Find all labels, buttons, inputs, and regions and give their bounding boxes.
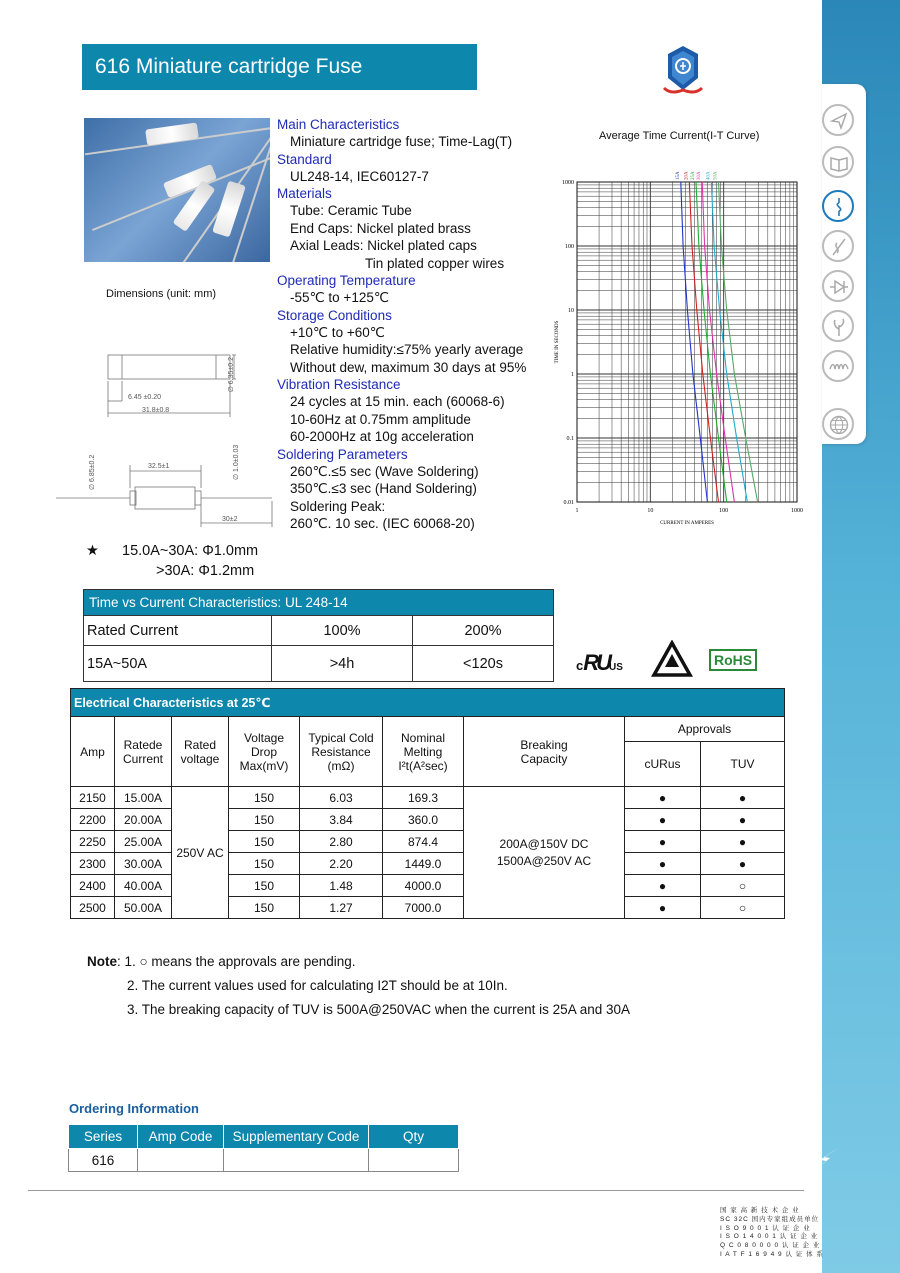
footer-line: Q C 0 8 0 0 0 0 认 证 企 业: [720, 1242, 821, 1250]
ord-supp[interactable]: [224, 1149, 369, 1172]
cell-curus: ●: [625, 875, 701, 897]
electrical-header: Electrical Characteristics at 25℃: [71, 689, 785, 717]
footer-line: SC 32C 国内专家组成员单位: [720, 1215, 820, 1223]
y-tick-label: 1: [571, 372, 574, 378]
cell-current: 50.00A: [115, 897, 172, 919]
cell-tuv: ●: [701, 831, 785, 853]
sidebar-panel: [822, 84, 866, 444]
tvc-col-200: 200%: [413, 616, 554, 646]
cell-amp: 2300: [71, 853, 115, 875]
ord-amp[interactable]: [138, 1149, 224, 1172]
col-rated-voltage: Rated voltage: [172, 717, 229, 787]
electrical-table: [70, 688, 785, 919]
diode-icon[interactable]: [822, 270, 854, 302]
cell-tuv: ●: [701, 853, 785, 875]
cell-current: 15.00A: [115, 787, 172, 809]
ord-qty[interactable]: [369, 1149, 459, 1172]
dim-lead-length: 30±2: [222, 516, 238, 523]
cell-amp: 2500: [71, 897, 115, 919]
arrow-icon[interactable]: [822, 104, 854, 136]
ord-col-series: Series: [69, 1125, 138, 1149]
spec-line: 10-60Hz at 0.75mm amplitude: [290, 411, 471, 427]
col-amp: Amp: [71, 717, 115, 787]
x-tick-label: 1: [575, 508, 579, 514]
cell-resistance: 3.84: [300, 809, 383, 831]
cell-tuv: ●: [701, 809, 785, 831]
note-label: Note: [87, 954, 117, 969]
spec-line: -55℃ to +125℃: [290, 290, 390, 305]
tuv-triangle-icon: [651, 640, 693, 678]
time-current-table: [83, 589, 554, 682]
star-icon: ★: [86, 543, 99, 559]
spec-heading: Operating Temperature: [277, 273, 416, 288]
col-curus: cURus: [625, 742, 701, 787]
fuse-icon[interactable]: [822, 190, 854, 222]
col-melting: Nominal Melting I²t(A²sec): [383, 717, 464, 787]
dimensions-title: Dimensions (unit: mm): [106, 288, 217, 300]
cell-curus: ●: [625, 853, 701, 875]
thermal-icon[interactable]: [822, 230, 854, 262]
col-rated-current: Ratede Current: [115, 717, 172, 787]
plot-border: [577, 182, 797, 502]
dim-diameter-2: ∅ 6.85±0.2: [89, 454, 96, 490]
cell-curus: ●: [625, 787, 701, 809]
dim-diameter: ∅ 6.35±0.2: [228, 357, 235, 393]
cell-melting: 169.3: [383, 787, 464, 809]
cell-amp: 2150: [71, 787, 115, 809]
spec-heading: Standard: [277, 151, 332, 167]
cell-breaking: [464, 787, 625, 919]
cell-voltage: 250V AC: [172, 787, 229, 919]
wire-note: ★ 15.0A~30A: Φ1.0mm >30A: Φ1.2mm: [86, 543, 259, 579]
cell-vdrop: 150: [229, 875, 300, 897]
series-label: 40A: [706, 171, 712, 180]
chart-title: Average Time Current(I-T Curve): [599, 130, 760, 142]
cell-resistance: 6.03: [300, 787, 383, 809]
y-tick-label: 10: [568, 308, 574, 314]
series-label: 30A: [697, 171, 703, 180]
footer-line: I A T F 1 6 9 4 9 认 证 体 系: [720, 1250, 824, 1258]
cell-amp: 2250: [71, 831, 115, 853]
series-label: 50A: [713, 171, 719, 180]
ordering-table: [68, 1124, 459, 1172]
spec-line: Relative humidity:≤75% yearly average: [290, 342, 524, 357]
dimension-drawing: [50, 305, 280, 545]
spec-heading: Main Characteristics: [277, 117, 400, 132]
series-line: [681, 182, 708, 502]
dim-lead-diameter: ∅ 1.0±0.03: [233, 444, 240, 480]
series-line: [696, 182, 727, 502]
cell-resistance: 1.48: [300, 875, 383, 897]
table-row: [71, 787, 785, 809]
plant-icon[interactable]: [822, 310, 854, 342]
cell-melting: 1449.0: [383, 853, 464, 875]
note-2: 2. The current values used for calculating I2T should be at 10In.: [127, 978, 508, 993]
x-tick-label: 1000: [791, 508, 803, 514]
product-photo: [84, 118, 270, 262]
tvc-row-200: <120s: [413, 646, 554, 682]
notes: [87, 950, 630, 1022]
y-tick-label: 0.01: [563, 500, 574, 506]
cell-melting: 360.0: [383, 809, 464, 831]
note-1: : 1. ○ means the approvals are pending.: [117, 954, 356, 969]
spec-line: Miniature cartridge fuse; Time-Lag(T): [290, 134, 513, 149]
cell-amp: 2400: [71, 875, 115, 897]
ord-col-amp: Amp Code: [138, 1125, 224, 1149]
cell-current: 20.00A: [115, 809, 172, 831]
page-title: 616 Miniature cartridge Fuse: [82, 44, 477, 90]
cell-curus: ●: [625, 809, 701, 831]
cell-resistance: 2.80: [300, 831, 383, 853]
y-axis-label: TIME IN SECONDS: [555, 320, 560, 364]
tvc-col-100: 100%: [272, 616, 413, 646]
col-breaking: Breaking Capacity: [464, 717, 625, 787]
ord-col-supp: Supplementary Code: [224, 1125, 369, 1149]
series-label: 25A: [691, 171, 697, 180]
cell-vdrop: 150: [229, 853, 300, 875]
spec-line: Soldering Peak:: [290, 498, 386, 514]
it-curve-chart: [550, 160, 810, 530]
footer-divider: [28, 1190, 804, 1191]
lightning-icon: [810, 1145, 842, 1175]
spec-line: UL248-14, IEC60127-7: [290, 168, 429, 184]
col-approvals: Approvals: [625, 717, 785, 742]
col-voltage-drop: Voltage Drop Max(mV): [229, 717, 300, 787]
breaking-line-2: 1500A@250V AC: [496, 853, 592, 868]
x-tick-label: 100: [719, 508, 729, 514]
series-label: 20A: [684, 171, 690, 180]
spec-heading: Storage Conditions: [277, 307, 392, 323]
spec-heading: Vibration Resistance: [277, 377, 401, 392]
cell-current: 25.00A: [115, 831, 172, 853]
cell-melting: 7000.0: [383, 897, 464, 919]
cell-vdrop: 150: [229, 809, 300, 831]
cell-tuv: ○: [701, 897, 785, 919]
ord-col-qty: Qty: [369, 1125, 459, 1149]
time-current-header: Time vs Current Characteristics: UL 248-14: [84, 590, 554, 616]
spec-heading: Materials: [277, 186, 332, 201]
dim-overall: 32.5±1: [148, 463, 170, 470]
book-icon[interactable]: [822, 146, 854, 178]
tvc-row-rated: 15A~50A: [84, 646, 272, 682]
cell-resistance: 2.20: [300, 853, 383, 875]
series-line: [719, 182, 758, 502]
col-resistance: Typical Cold Resistance (mΩ): [300, 717, 383, 787]
footer-certifications: [720, 1207, 824, 1260]
cell-melting: 4000.0: [383, 875, 464, 897]
tvc-col-rated: Rated Current: [84, 616, 272, 646]
globe-icon[interactable]: [822, 408, 854, 440]
note-3: 3. The breaking capacity of TUV is 500A@250VAC when the current is 25A and 30A: [127, 1002, 631, 1017]
spec-line: End Caps: Nickel plated brass: [290, 220, 471, 236]
cell-resistance: 1.27: [300, 897, 383, 919]
ordering-title: Ordering Information: [69, 1101, 199, 1116]
spec-line: +10℃ to +60℃: [290, 324, 385, 340]
shield-logo: [660, 44, 706, 96]
spec-line: Without dew, maximum 30 days at 95%: [290, 359, 527, 375]
spec-line: 24 cycles at 15 min. each (60068-6): [290, 394, 505, 409]
y-tick-label: 0.1: [566, 436, 574, 442]
spec-line: 260℃. 10 sec. (IEC 60068-20): [290, 516, 475, 531]
footer-line: I S O 1 4 0 0 1 认 证 企 业: [720, 1233, 819, 1241]
cell-amp: 2200: [71, 809, 115, 831]
cell-vdrop: 150: [229, 897, 300, 919]
coil-icon[interactable]: [822, 350, 854, 382]
col-tuv: TUV: [701, 742, 785, 787]
specifications: [277, 116, 526, 533]
cell-melting: 874.4: [383, 831, 464, 853]
dim-cap-length: 6.45 ±0.20: [128, 394, 162, 401]
spec-line: 260℃.≤5 sec (Wave Soldering): [290, 463, 479, 479]
x-axis-label: CURRENT IN AMPERES: [660, 521, 714, 526]
tvc-row-100: >4h: [272, 646, 413, 682]
cell-vdrop: 150: [229, 787, 300, 809]
spec-line: 350℃.≤3 sec (Hand Soldering): [290, 481, 477, 496]
ord-series: 616: [69, 1149, 138, 1172]
spec-line: 60-2000Hz at 10g acceleration: [290, 429, 474, 444]
cell-current: 40.00A: [115, 875, 172, 897]
rohs-badge: RoHS: [709, 649, 757, 671]
ul-mark: cRUUS: [576, 650, 623, 675]
cell-tuv: ●: [701, 787, 785, 809]
cell-curus: ●: [625, 831, 701, 853]
spec-line: Axial Leads: Nickel plated caps: [290, 238, 477, 253]
y-tick-label: 1000: [562, 180, 574, 186]
breaking-line-1: 200A@150V DC: [499, 836, 589, 851]
y-tick-label: 100: [565, 244, 574, 250]
cell-tuv: ○: [701, 875, 785, 897]
dim-body-length: 31.8±0.8: [142, 407, 170, 414]
x-tick-label: 10: [647, 508, 654, 514]
cell-current: 30.00A: [115, 853, 172, 875]
footer-line: 国 家 高 新 技 术 企 业: [720, 1207, 800, 1214]
cell-curus: ●: [625, 897, 701, 919]
series-label: 15A: [675, 171, 681, 180]
spec-line: Tin plated copper wires: [365, 255, 505, 271]
cell-vdrop: 150: [229, 831, 300, 853]
footer-line: I S O 9 0 0 1 认 证 企 业: [720, 1224, 811, 1232]
spec-heading: Soldering Parameters: [277, 446, 408, 462]
spec-line: Tube: Ceramic Tube: [290, 203, 412, 218]
